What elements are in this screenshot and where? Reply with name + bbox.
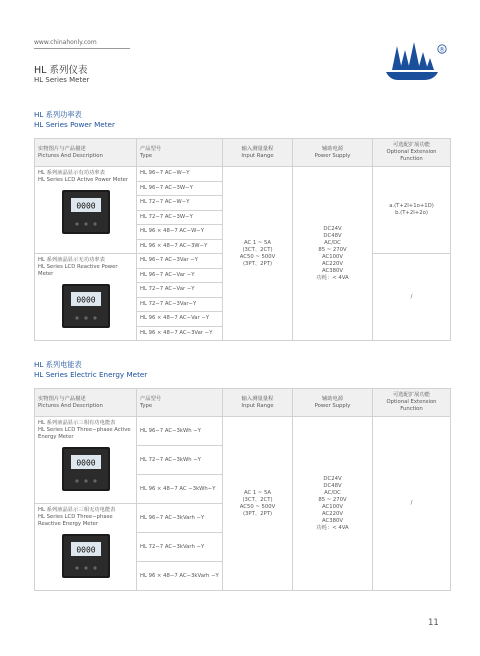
table-row-type: HL 96 × 48−7 AC−3W−Y: [137, 239, 223, 254]
registered-mark: ®: [439, 46, 445, 54]
table-row-type: HL 96 × 48−7 AC−3kVarh −Y: [137, 562, 223, 591]
energy-extension: /: [373, 417, 451, 591]
table-row-type: HL 72−7 AC−3kVarh −Y: [137, 533, 223, 562]
page-subtitle: HL Series Meter: [34, 76, 90, 84]
meter-image: [62, 284, 110, 328]
col-pictures: 实物图片与产品描述 Pictures And Description: [35, 139, 137, 167]
table-row-type: HL 96 × 48−7 AC−Var −Y: [137, 312, 223, 327]
power-input-range: AC 1 ~ 5A (3CT、2CT) AC50 ~ 500V (3PT、2PT): [223, 167, 293, 341]
power-supply-values: DC24V DC48V AC/DC 85 ~ 270V AC100V AC220V AC380V 功耗：< 4VA: [293, 167, 373, 341]
col-power-supply: 辅助电源 Power Supply: [293, 139, 373, 167]
table-row-type: HL 96−7 AC−3kVarh −Y: [137, 504, 223, 533]
table-row-type: HL 72−7 AC−3W−Y: [137, 210, 223, 225]
col-type: 产品型号 Type: [137, 139, 223, 167]
power-extension-reactive: /: [373, 254, 451, 341]
power-extension-active: a.(T+2I+1o+1D) b.(T+2I+2o): [373, 167, 451, 254]
energy-input-range: AC 1 ~ 5A (3CT、2CT) AC50 ~ 500V (3PT、2PT): [223, 417, 293, 591]
col-type: 产品型号 Type: [137, 389, 223, 417]
col-pictures: 实物图片与产品描述 Pictures And Description: [35, 389, 137, 417]
col-extension: 可选配扩展功能 Optional Extension Function: [373, 139, 451, 167]
svg-text:0000: 0000: [75, 295, 96, 305]
meter-image: [62, 447, 110, 491]
table-row-type: HL 96−7 AC−3W−Y: [137, 181, 223, 196]
table-row-type: HL 96−7 AC−Var −Y: [137, 268, 223, 283]
table-row-type: HL 96−7 AC−3kWh −Y: [137, 417, 223, 446]
meter-image: [62, 190, 110, 234]
table-row-type: HL 96 × 48−7 AC−3Var −Y: [137, 326, 223, 341]
svg-text:0000: 0000: [75, 545, 96, 555]
table-row-type: HL 72−7 AC−3kWh −Y: [137, 446, 223, 475]
site-url: www.chinahonly.com: [34, 39, 97, 46]
sailboat-logo: [380, 40, 450, 86]
svg-text:0000: 0000: [75, 458, 96, 468]
energy-supply-values: DC24V DC48V AC/DC 85 ~ 270V AC100V AC220V AC380V 功耗：< 4VA: [293, 417, 373, 591]
col-extension: 可选配扩展功能 Optional Extension Function: [373, 389, 451, 417]
table-row-type: HL 96 × 48−7 AC −3kWh−Y: [137, 475, 223, 504]
table-row-type: HL 72−7 AC−W−Y: [137, 196, 223, 211]
energy-meter-table: [34, 388, 451, 591]
col-input-range: 输入测量量程 Input Range: [223, 139, 293, 167]
page-number: 11: [428, 618, 439, 628]
top-rule: [34, 48, 130, 49]
col-power-supply: 辅助电源 Power Supply: [293, 389, 373, 417]
table-row-type: HL 72−7 AC−Var −Y: [137, 283, 223, 298]
power-meter-table: [34, 138, 451, 341]
table-row-type: HL 96−7 AC−W−Y: [137, 167, 223, 182]
power-group-reactive: HL 系列液晶显示无功功率表 HL Series LCD Reactive Power Meter 0000: [35, 254, 137, 341]
svg-text:0000: 0000: [75, 201, 96, 211]
power-section-title: HL 系列功率表 HL Series Power Meter: [34, 110, 115, 129]
power-group-active: HL 系列液晶显示有功功率表 HL Series LCD Active Power Meter 0000: [35, 167, 137, 254]
energy-group-active: HL 系列液晶显示三相有功电能表 HL Series LCD Three−phase Active Energy Meter 0000: [35, 417, 137, 504]
table-row-type: HL 72−7 AC−3Var−Y: [137, 297, 223, 312]
energy-group-reactive: HL 系列液晶显示三相无功电能表 HL Series LCD Three−phase Reactive Energy Meter 0000: [35, 504, 137, 591]
meter-image: [62, 534, 110, 578]
table-row-type: HL 96−7 AC−3Var −Y: [137, 254, 223, 269]
table-row-type: HL 96 × 48−7 AC−W−Y: [137, 225, 223, 240]
energy-section-title: HL 系列电能表 HL Series Electric Energy Meter: [34, 360, 148, 379]
page-title: HL 系列仪表: [34, 65, 88, 76]
col-input-range: 输入测量量程 Input Range: [223, 389, 293, 417]
